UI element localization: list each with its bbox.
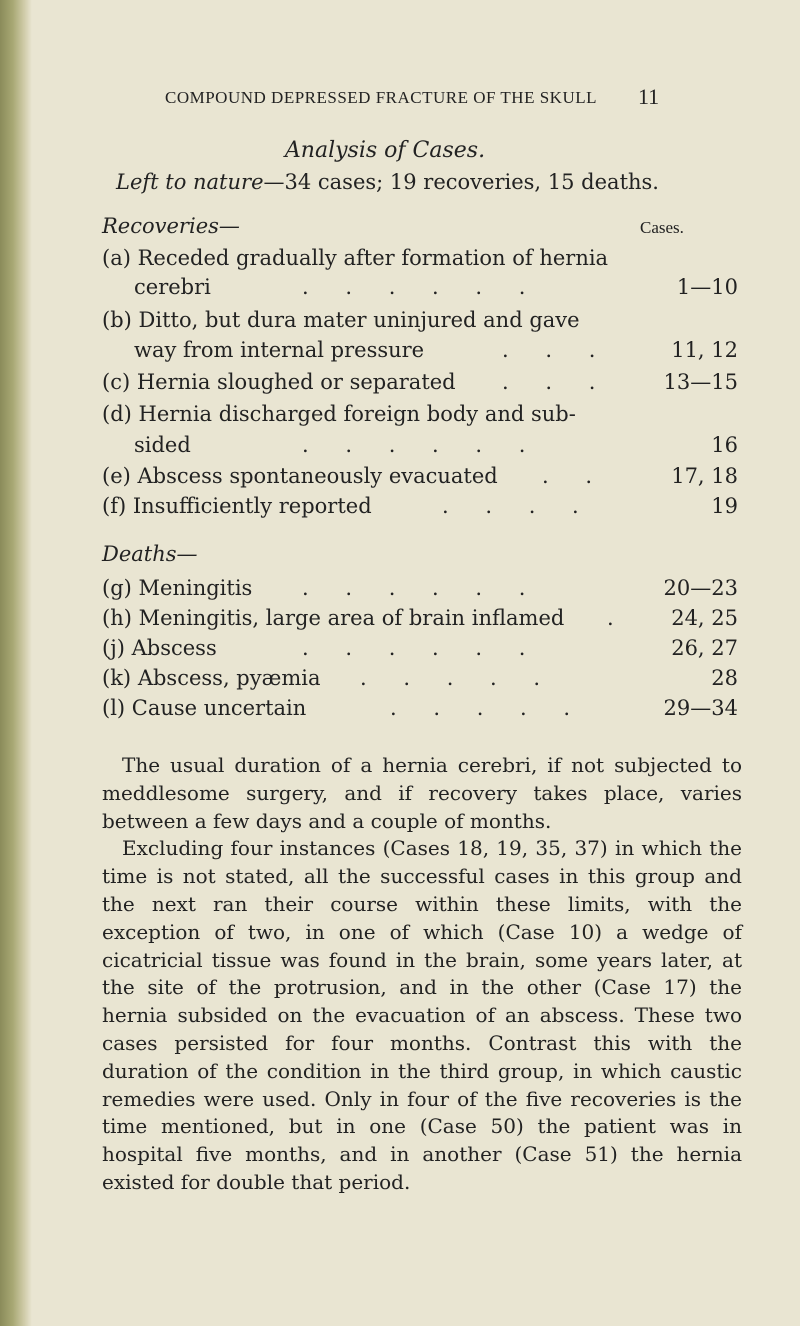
- case-numbers: 19: [711, 494, 738, 518]
- case-row-d-cont: [102, 433, 742, 463]
- case-numbers: 17, 18: [671, 464, 738, 488]
- recoveries-heading: Recoveries—: [102, 214, 240, 238]
- case-letter: (a): [102, 246, 131, 270]
- case-letter: (b): [102, 308, 132, 332]
- analysis-title-text: Analysis of Cases.: [284, 138, 486, 163]
- running-header: COMPOUND DEPRESSED FRACTURE OF THE SKULL: [165, 88, 597, 107]
- leader-dots: . . . . .: [360, 666, 556, 690]
- case-row-a-cont: [102, 275, 742, 305]
- case-row-h: [102, 606, 742, 636]
- case-numbers: 11, 12: [671, 338, 738, 362]
- case-row-c: [102, 370, 742, 400]
- case-letter: (e): [102, 464, 131, 488]
- case-row-d: [102, 402, 742, 432]
- case-description: Hernia sloughed or separated: [136, 370, 456, 394]
- leader-dots: . . . .: [442, 494, 594, 518]
- case-letter: (h): [102, 606, 132, 630]
- case-row-l: [102, 696, 742, 726]
- case-description: Insufficiently reported: [132, 494, 372, 518]
- case-description: Meningitis, large area of brain inflamed: [138, 606, 565, 630]
- page-number: 11: [638, 84, 660, 109]
- case-description: Abscess, pyæmia: [137, 666, 321, 690]
- case-row-g: [102, 576, 742, 606]
- case-letter: (d): [102, 402, 132, 426]
- case-letter: (k): [102, 666, 132, 690]
- summary-rest: —34 cases; 19 recoveries, 15 deaths.: [263, 170, 659, 194]
- leader-dots: . . . . . .: [302, 275, 541, 299]
- case-description: Meningitis: [138, 576, 253, 600]
- summary-italic: Left to nature: [116, 170, 264, 194]
- leader-dots: . . . . .: [390, 696, 586, 720]
- case-description: Hernia discharged foreign body and sub-: [138, 402, 576, 426]
- leader-dots: .: [607, 606, 629, 630]
- case-numbers: 26, 27: [671, 636, 738, 660]
- summary-line: [116, 170, 659, 194]
- analysis-title: [0, 138, 800, 163]
- case-description: Abscess spontaneously evacuated: [137, 464, 498, 488]
- case-numbers: 24, 25: [671, 606, 738, 630]
- case-description-cont: sided: [134, 433, 191, 457]
- case-letter: (c): [102, 370, 131, 394]
- leader-dots: . . .: [502, 338, 611, 362]
- leader-dots: . . .: [502, 370, 611, 394]
- case-numbers: 1—10: [676, 275, 738, 299]
- case-description: Ditto, but dura mater uninjured and gave: [138, 308, 580, 332]
- leader-dots: . . . . . .: [302, 636, 541, 660]
- case-row-k: [102, 666, 742, 696]
- case-letter: (j): [102, 636, 125, 660]
- case-row-b: [102, 308, 742, 338]
- paragraph: The usual duration of a hernia cerebri, if not subjected to meddlesome surgery, and if recovery takes place, varies between a few days and a couple of months.: [102, 753, 742, 833]
- case-description: Cause uncertain: [131, 696, 307, 720]
- cases-column-heading: Cases.: [640, 218, 684, 237]
- case-row-j: [102, 636, 742, 666]
- case-row-f: [102, 494, 742, 524]
- body-text: [102, 752, 742, 1197]
- paragraph: Excluding four instances (Cases 18, 19, 35, 37) in which the time is not stated, all the successful cases in this group and the next ran their course within these limits, with the exception of two, in one of which (Case 10) a wedge of cicatricial tissue was found in the brain, some years later, at the site of the protrusion, and in the other (Case 17) the hernia subsided on the evacuation of an abscess. These two cases persisted for four months. Contrast this with the duration of the condition in the third group, in which caustic remedies were used. Only in four of the five recoveries is the time mentioned, but in one (Case 50) the patient was in hospital five months, and in another (Case 51) the hernia existed for double that period.: [102, 836, 742, 1194]
- case-numbers: 13—15: [663, 370, 738, 394]
- case-row-b-cont: [102, 338, 742, 368]
- case-description: Receded gradually after formation of hernia: [137, 246, 609, 270]
- case-numbers: 16: [711, 433, 738, 457]
- case-numbers: 20—23: [663, 576, 738, 600]
- case-letter: (g): [102, 576, 132, 600]
- leader-dots: . . . . . .: [302, 576, 541, 600]
- case-description-cont: cerebri: [134, 275, 211, 299]
- case-row-a: [102, 246, 742, 276]
- case-letter: (l): [102, 696, 126, 720]
- case-numbers: 28: [711, 666, 738, 690]
- case-description: Abscess: [131, 636, 217, 660]
- leader-dots: . . . . . .: [302, 433, 541, 457]
- leader-dots: . .: [542, 464, 608, 488]
- case-letter: (f): [102, 494, 127, 518]
- case-numbers: 29—34: [663, 696, 738, 720]
- case-description-cont: way from internal pressure: [134, 338, 425, 362]
- deaths-heading: Deaths—: [102, 542, 198, 566]
- case-row-e: [102, 464, 742, 494]
